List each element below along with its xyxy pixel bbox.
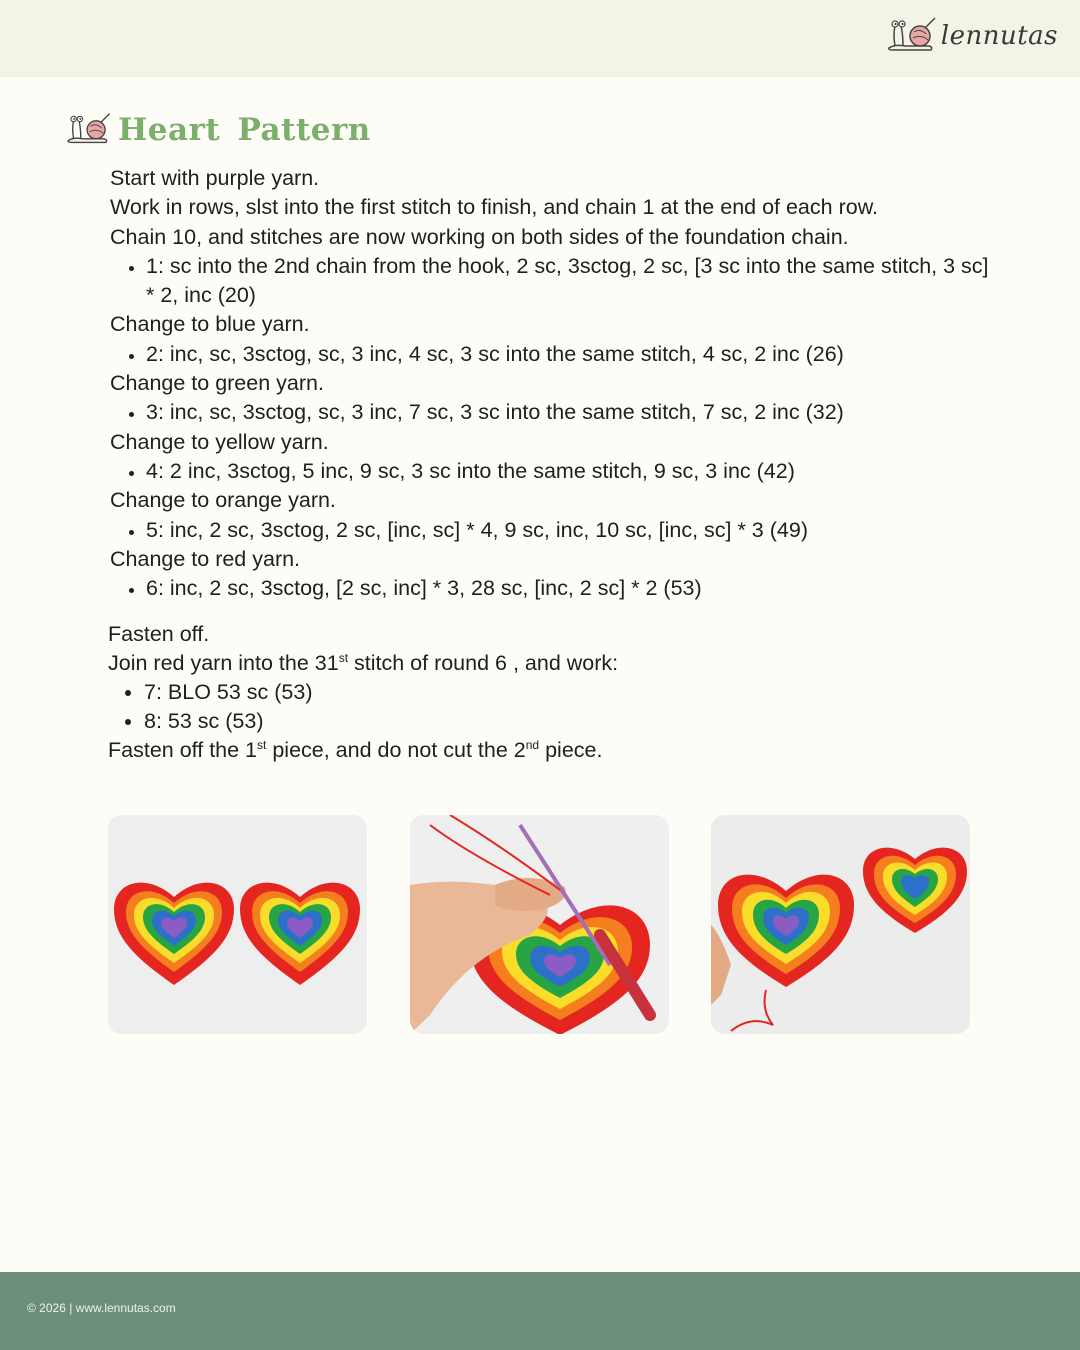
round-list xyxy=(110,252,990,311)
intro-line: Work in rows, slst into the first stitch to finish, and chain 1 at the end of each row. xyxy=(110,195,879,220)
intro-line: Start with purple yarn. xyxy=(110,166,320,190)
snail-icon xyxy=(885,14,937,59)
photo-heart-and-bowl xyxy=(711,815,970,1034)
color-change: Change to yellow yarn. xyxy=(110,429,329,454)
color-change: Change to orange yarn. xyxy=(110,488,336,513)
color-change: Change to blue yarn. xyxy=(110,312,310,337)
intro-line: Chain 10, and stitches are now working on both sides of the foundation chain. xyxy=(110,224,849,249)
header-bar xyxy=(0,0,1080,77)
page-title: Heart Pattern xyxy=(118,112,371,148)
round-item: • 6: inc, 2 sc, 3sctog, [2 sc, inc] * 3, 28 sc, [inc, 2 sc] * 2 (53) xyxy=(146,574,990,603)
round-item: • 3: inc, sc, 3sctog, sc, 3 inc, 7 sc, 3 sc into the same stitch, 7 sc, 2 inc (32) xyxy=(146,398,990,427)
color-change: Change to red yarn. xyxy=(110,546,301,571)
fasten-off-line: Fasten off. xyxy=(108,622,210,646)
round-item: • 4: 2 inc, 3sctog, 5 inc, 9 sc, 3 sc into the same stitch, 9 sc, 3 inc (42) xyxy=(146,457,990,486)
snail-icon xyxy=(64,110,112,151)
brand-logo[interactable] xyxy=(885,14,1058,58)
footer-copyright[interactable]: © 2026 | www.lennutas.com xyxy=(27,1301,176,1315)
pattern-instructions xyxy=(110,164,990,603)
round-item: • 5: inc, 2 sc, 3sctog, 2 sc, [inc, sc] * 4, 9 sc, inc, 10 sc, [inc, sc] * 3 (49) xyxy=(146,516,990,545)
round-list xyxy=(110,574,990,603)
join-line: Join red yarn into the 31st stitch of round 6 , and work: xyxy=(108,650,619,675)
color-change: Change to green yarn. xyxy=(110,371,324,396)
round-item: • 2: inc, sc, 3sctog, sc, 3 inc, 4 sc, 3 sc into the same stitch, 4 sc, 2 inc (26) xyxy=(146,340,990,369)
round-list xyxy=(110,340,990,369)
photo-two-hearts xyxy=(108,815,367,1034)
finishing-instructions xyxy=(108,620,988,765)
round-item: • 8: 53 sc (53) xyxy=(144,707,988,736)
round-list xyxy=(108,678,988,736)
footer-bar xyxy=(0,1272,1080,1350)
section-heading xyxy=(64,108,371,152)
photo-crocheting xyxy=(410,815,669,1034)
round-list xyxy=(110,457,990,486)
final-line: Fasten off the 1st piece, and do not cut the 2nd piece. xyxy=(108,737,603,762)
brand-name: lennutas xyxy=(940,21,1058,51)
round-list xyxy=(110,516,990,545)
round-list xyxy=(110,398,990,427)
round-item: • 1: sc into the 2nd chain from the hook, 2 sc, 3sctog, 2 sc, [3 sc into the same stitch, 3 sc] * 2, inc (20) xyxy=(146,252,990,311)
round-item: • 7: BLO 53 sc (53) xyxy=(144,678,988,707)
